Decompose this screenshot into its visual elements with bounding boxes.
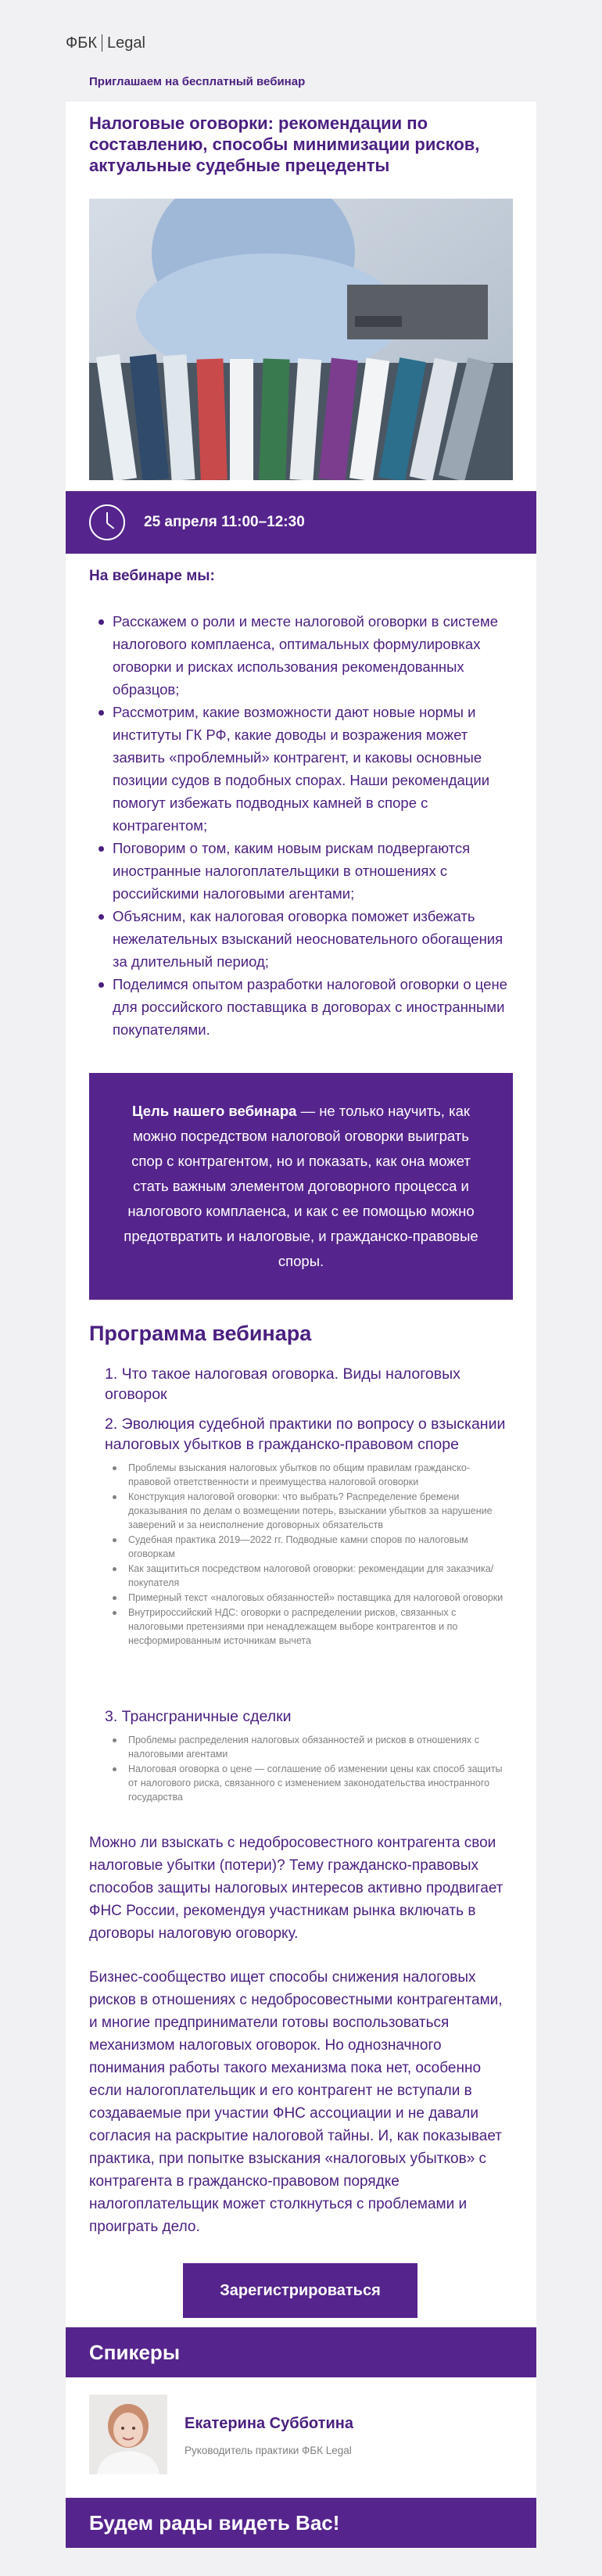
goal-body: — не только научить, как можно посредством налоговой оговорки выиграть спор с контрагентом, но и показать, как она может стать важным элементом договорного процесса и налогового комплаенса, и как с ее помощью можно предотвратить и налоговые, и гражданско-правовые споры.: [124, 1103, 478, 1269]
list-item: Поделимся опытом разработки налоговой оговорки о цене для российского поставщика в договорах с иностранными покупателями.: [89, 973, 511, 1041]
list-item: Проблемы взыскания налоговых убытков по общим правилам гражданско-правовой ответственности и преимущества налоговой оговорки: [105, 1461, 511, 1489]
goal-box: [89, 1073, 513, 1300]
footer-banner: [66, 2498, 536, 2548]
program-heading: 2. Эволюция судебной практики по вопросу о взыскании налоговых убытков в гражданско-правовом споре: [105, 1415, 506, 1453]
list-item: Примерный текст «налоговых обязанностей» поставщика для налоговой оговорки: [105, 1591, 511, 1605]
goal-text: [116, 1099, 486, 1274]
program-sublist: [105, 1733, 511, 1804]
list-item: Внутрироссийский НДС: оговорки о распределении рисков, связанных с налоговыми претензиями при ненадлежащем выборе контрагентов и по несформированным источникам вычета: [105, 1606, 511, 1648]
speakers-banner: [66, 2327, 536, 2377]
program-heading: 1. Что такое налоговая оговорка. Виды налоговых оговорок: [105, 1365, 460, 1403]
webinar-title: Налоговые оговорки: рекомендации по составлению, способы минимизации рисков, актуальные судебные прецеденты: [89, 113, 480, 175]
program-item-3: [105, 1706, 511, 1805]
logo-left: ФБК: [66, 34, 97, 52]
program-title: Программа вебинара: [89, 1322, 312, 1345]
speakers-title: Спикеры: [89, 2340, 181, 2364]
office-documents-photo: [89, 199, 513, 480]
list-item: Рассмотрим, какие возможности дают новые нормы и институты ГК РФ, какие доводы и возражения может заявить «проблемный» контрагент, и каковы основные позиции судов в подобных спорах. Наши рекомендации помогут избежать подводных камней в споре с контрагентом;: [89, 701, 511, 837]
list-item: Судебная практика 2019—2022 гг. Подводные камни споров по налоговым оговоркам: [105, 1533, 511, 1561]
list-item: Объясним, как налоговая оговорка поможет избежать нежелательных взысканий неосновательного обогащения за длительный период;: [89, 905, 511, 973]
program-item-1: [105, 1364, 511, 1405]
speaker-portrait: [89, 2395, 167, 2474]
list-item: Конструкция налоговой оговорки: что выбрать? Распределение бремени доказывания по делам о возмещении потерь, взыскании убытков за нарушение заверений и за неисполнение договорных обязательств: [105, 1490, 511, 1532]
list-item: Налоговая оговорка о цене — соглашение об изменении цены как способ защиты от налогового риска, связанного с изменением законодательства иностранного государства: [105, 1762, 511, 1804]
register-button[interactable]: Зарегистрироваться: [183, 2263, 417, 2318]
goal-bold: Цель нашего вебинара: [132, 1103, 297, 1119]
program-sublist: [105, 1461, 511, 1648]
company-logo: [66, 31, 145, 55]
intro-paragraph: Можно ли взыскать с недобросовестного контрагента свои налоговые убытки (потери)? Тему гражданско-правовых способов защиты налоговых интересов активно продвигает ФНС России, рекомендуя участникам рынка включать в договоры налоговую оговорку.: [89, 1835, 503, 1942]
program-item-2: [105, 1414, 511, 1649]
hero-image: [89, 199, 513, 480]
list-item: Проблемы распределения налоговых обязанностей и рисков в отношениях с налоговыми агентами: [105, 1733, 511, 1761]
list-item: Как защититься посредством налоговой оговорки: рекомендации для заказчика/покупателя: [105, 1562, 511, 1590]
list-item: Поговорим о том, каким новым рискам подвергаются иностранные налогоплательщики в отношениях с российскими налоговыми агентами;: [89, 837, 511, 905]
clock-icon: [89, 504, 125, 540]
speaker-role: Руководитель практики ФБК Legal: [185, 2445, 352, 2456]
webinar-bullets: [89, 610, 511, 1041]
invite-text: Приглашаем на бесплатный вебинар: [89, 75, 306, 88]
footer-banner-text: Будем рады видеть Вас!: [89, 2510, 340, 2535]
webinar-date: 25 апреля 11:00–12:30: [144, 514, 305, 530]
context-paragraph: Бизнес-сообщество ищет способы снижения налоговых рисков в отношениях с недобросовестными контрагентами, и многие предприниматели готовы воспользоваться механизмом налоговых оговорок. Но однозначного понимания работы такого механизма пока нет, особенно если налогоплательщик и его контрагент не вступали в создаваемые при участии ФНС ассоциации и не давали согласия на раскрытие налоговой тайны. И, как показывает практика, при попытке взыскания «налоговых убытков» с контрагента в гражданско-правовом порядке налогоплательщик может столкнуться с проблемами и проиграть дело.: [89, 1969, 503, 2235]
webinar-heading: На вебинаре мы:: [89, 568, 215, 584]
speaker-name: Екатерина Субботина: [185, 2415, 353, 2432]
logo-right: Legal: [106, 34, 145, 52]
list-item: Расскажем о роли и месте налоговой оговорки в системе налогового комплаенса, оптимальных формулировках оговорки и рисках использования рекомендованных образцов;: [89, 610, 511, 701]
program-heading: 3. Трансграничные сделки: [105, 1708, 292, 1725]
avatar: [89, 2395, 167, 2474]
date-bar: [66, 491, 536, 554]
